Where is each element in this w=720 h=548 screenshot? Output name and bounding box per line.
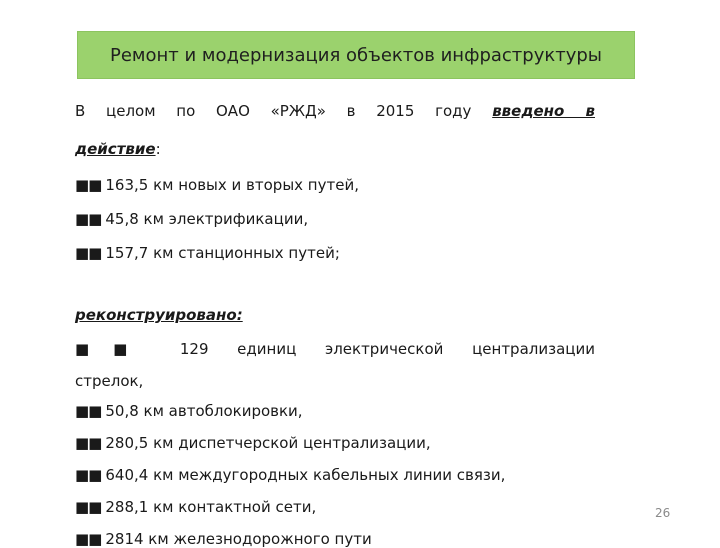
intro-emphasis-second: действие <box>75 140 156 158</box>
page-number: 26 <box>655 506 671 520</box>
bullet-square-icon: ■■ <box>75 340 152 358</box>
list-item-text: 163,5 км новых и вторых путей, <box>105 176 359 194</box>
slide-title-banner <box>77 31 635 79</box>
bullet-square-icon: ■■ <box>75 498 102 516</box>
list-item-continuation <box>75 372 143 390</box>
list-item <box>75 176 359 194</box>
bullet-square-icon: ■■ <box>75 176 102 194</box>
list-item-text: 50,8 км автоблокировки, <box>105 402 303 420</box>
list-item <box>75 498 316 516</box>
list-item-text: 157,7 км станционных путей; <box>105 244 340 262</box>
list-item <box>75 340 595 358</box>
list-item-text: 280,5 км диспетчерской централизации, <box>105 434 431 452</box>
list-item <box>75 434 431 452</box>
intro-line <box>75 102 595 120</box>
list-item-text: 640,4 км междугородных кабельных линии связи, <box>105 466 506 484</box>
bullet-square-icon: ■■ <box>75 530 102 548</box>
intro-emphasis-first: введено в <box>492 102 595 120</box>
slide-title: Ремонт и модернизация объектов инфраструктуры <box>109 44 603 66</box>
list-item <box>75 210 308 228</box>
intro-line-continuation <box>75 140 161 158</box>
intro-colon: : <box>155 140 161 158</box>
intro-text: В целом по ОАО «РЖД» в 2015 году <box>75 102 472 120</box>
list-item-text: 2814 км железнодорожного пути <box>105 530 372 548</box>
list-item <box>75 530 372 548</box>
bullet-square-icon: ■■ <box>75 466 102 484</box>
list-item <box>75 466 505 484</box>
list-item-text: 45,8 км электрификации, <box>105 210 309 228</box>
bullet-square-icon: ■■ <box>75 434 102 452</box>
bullet-square-icon: ■■ <box>75 210 102 228</box>
reconstructed-heading-text: реконструировано: <box>75 306 243 324</box>
bullet-square-icon: ■■ <box>75 402 102 420</box>
list-item-text: 129 единиц электрической централизации <box>179 340 595 358</box>
list-item <box>75 402 303 420</box>
list-item <box>75 244 340 262</box>
bullet-square-icon: ■■ <box>75 244 102 262</box>
list-item-text: 288,1 км контактной сети, <box>105 498 317 516</box>
list-item-text: стрелок, <box>75 372 144 390</box>
reconstructed-heading <box>75 306 243 324</box>
